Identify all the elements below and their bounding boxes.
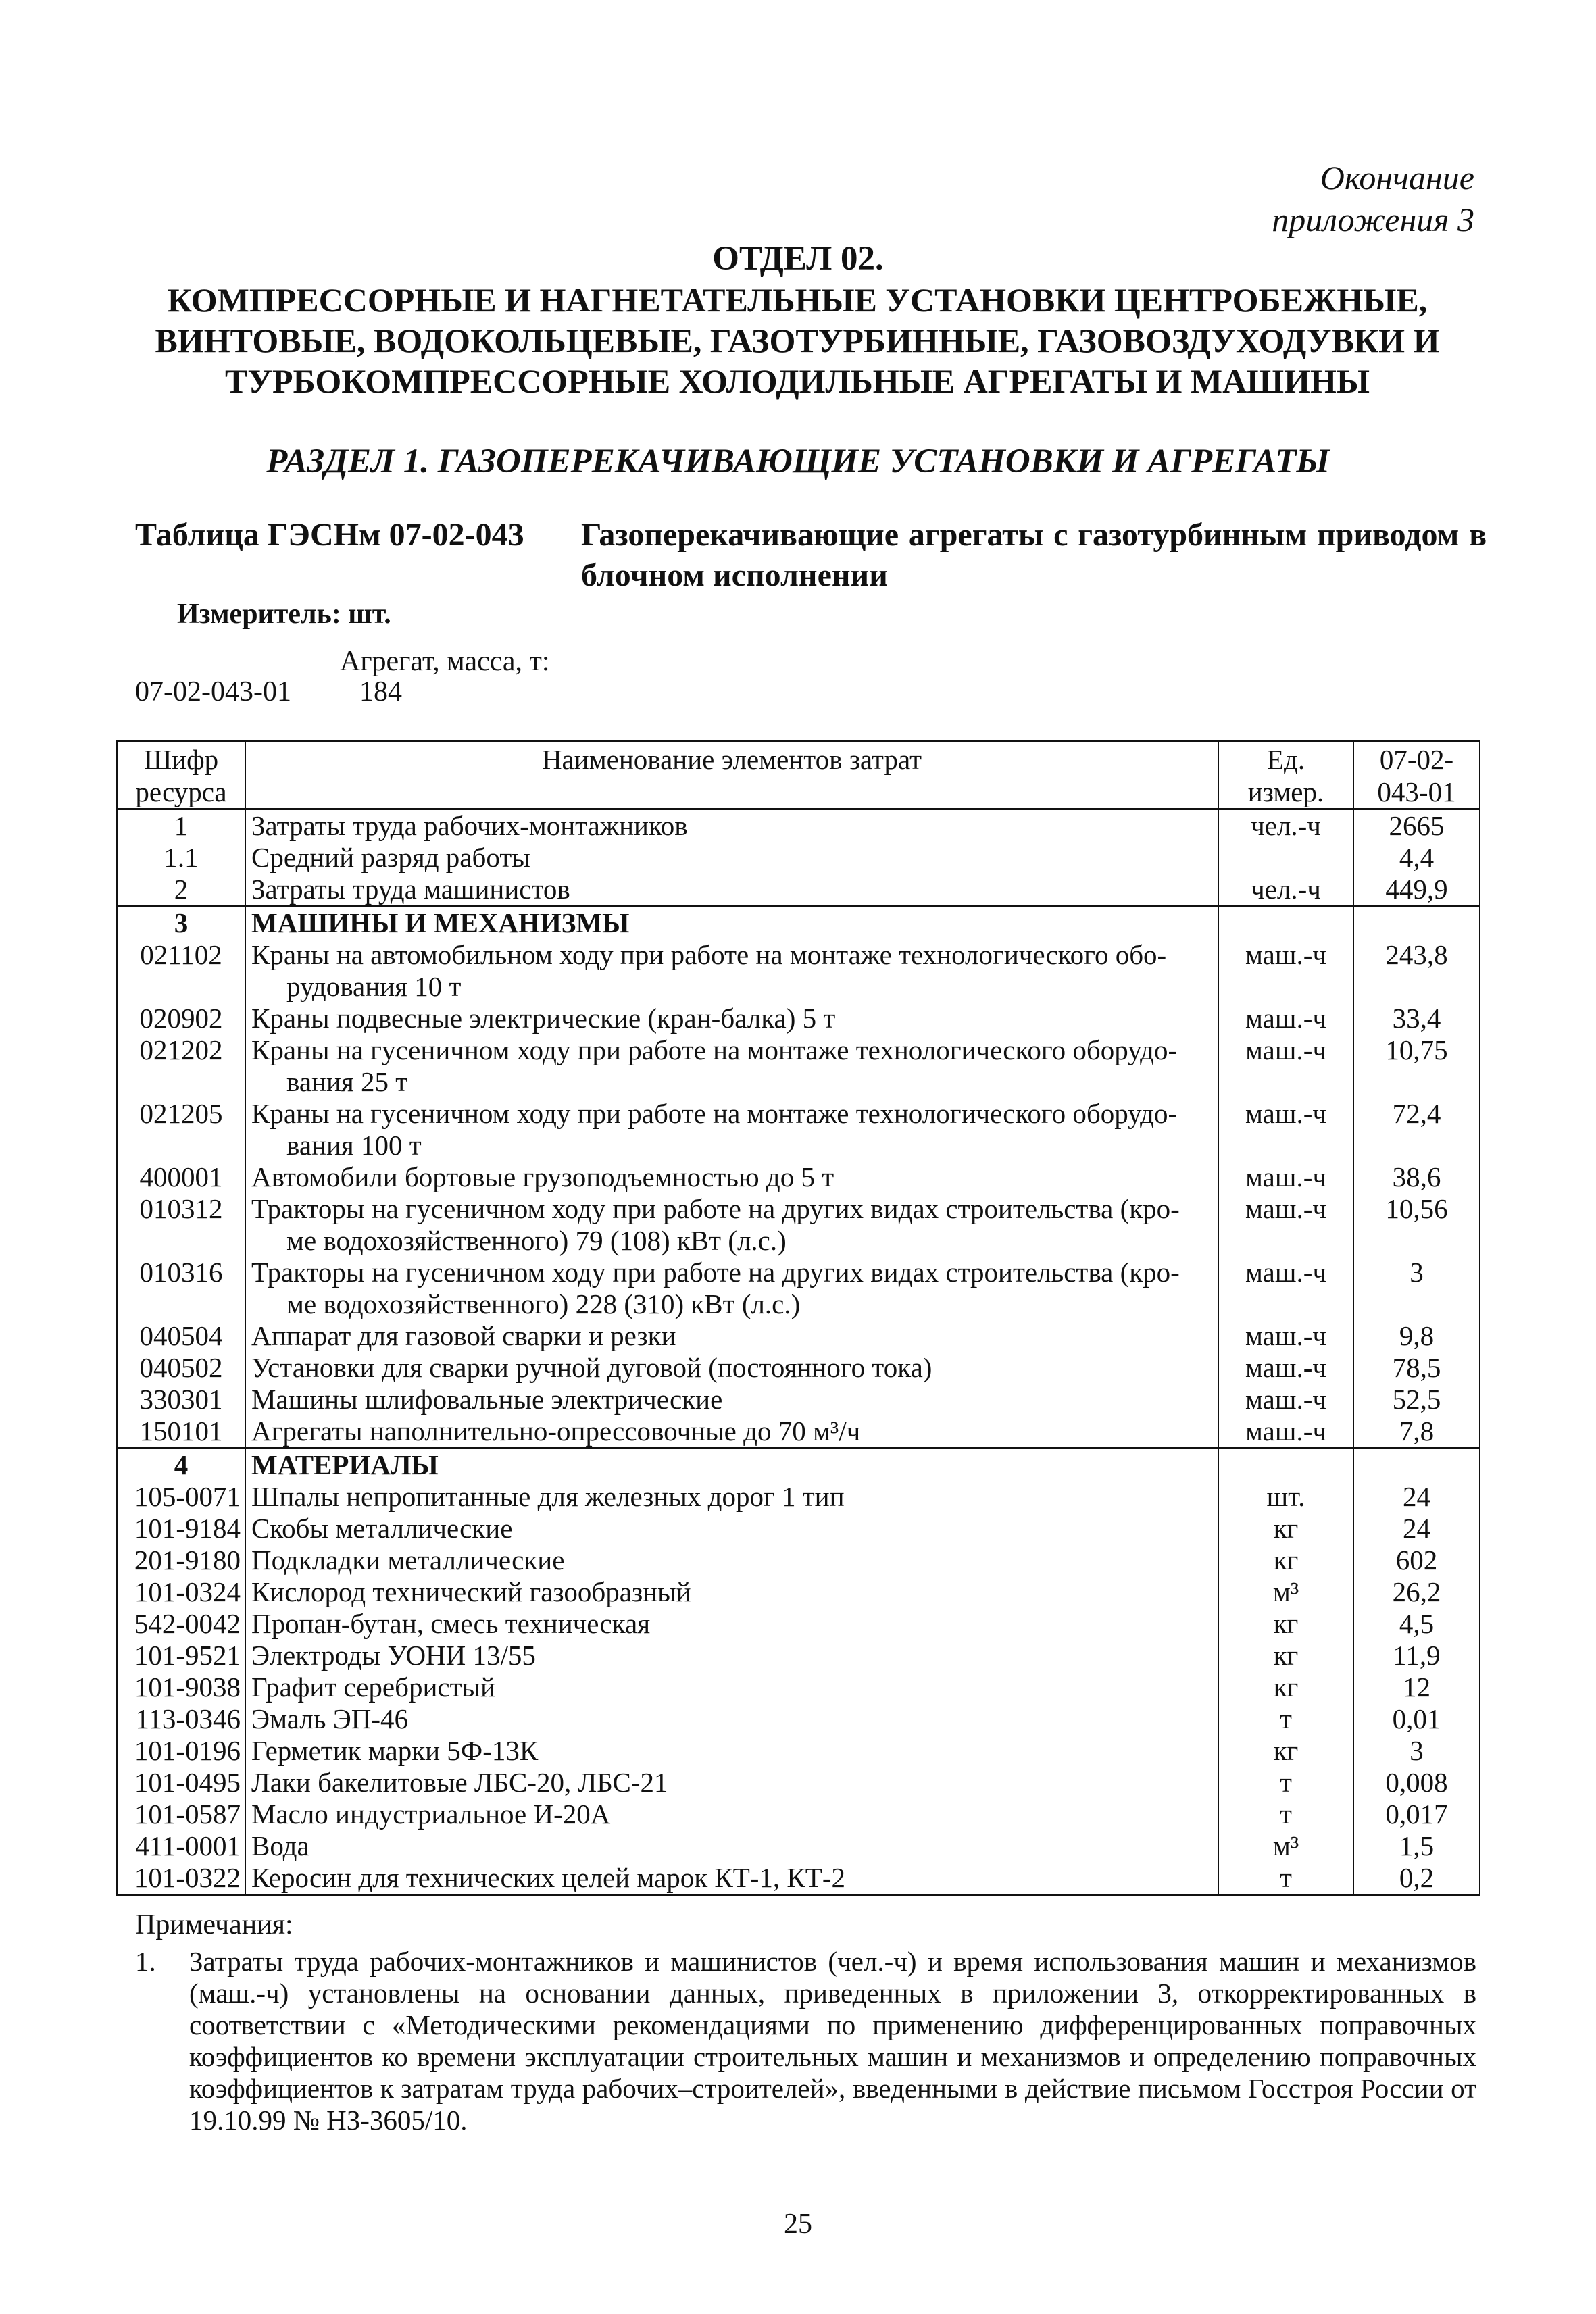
notes-heading: Примечания: bbox=[135, 1909, 293, 1940]
row-value: 9,8 bbox=[1353, 1320, 1480, 1352]
row-name-line: Средний разряд работы bbox=[251, 842, 530, 873]
header-value bbox=[1353, 741, 1480, 809]
position-code: 07-02-043-01 bbox=[135, 676, 291, 707]
row-unit: маш.-ч bbox=[1218, 1034, 1353, 1098]
row-name bbox=[245, 1384, 1218, 1415]
row-unit: маш.-ч bbox=[1218, 1098, 1353, 1161]
row-unit: маш.-ч bbox=[1218, 1320, 1353, 1352]
row-value: 449,9 bbox=[1353, 874, 1480, 907]
row-code: 113-0346 bbox=[117, 1703, 245, 1735]
row-name bbox=[245, 1481, 1218, 1513]
table-row bbox=[117, 1257, 1480, 1320]
row-unit: кг bbox=[1218, 1735, 1353, 1767]
table-row bbox=[117, 1415, 1480, 1449]
table-name: Газоперекачивающие агрегаты с газотурбинным приводом в блочном исполнении bbox=[581, 517, 1487, 593]
row-name-line: Машины шлифовальные электрические bbox=[251, 1384, 723, 1415]
row-code: 3 bbox=[117, 907, 245, 940]
aggregate-mass-label: Агрегат, масса, т: bbox=[340, 646, 550, 677]
table-row bbox=[117, 1513, 1480, 1544]
row-code: 542-0042 bbox=[117, 1608, 245, 1640]
row-unit bbox=[1218, 1449, 1353, 1482]
row-name bbox=[245, 907, 1218, 940]
row-unit: м³ bbox=[1218, 1576, 1353, 1608]
row-value: 24 bbox=[1353, 1513, 1480, 1544]
row-code: 2 bbox=[117, 874, 245, 907]
row-unit: маш.-ч bbox=[1218, 1352, 1353, 1384]
row-unit: кг bbox=[1218, 1640, 1353, 1671]
row-value: 602 bbox=[1353, 1544, 1480, 1576]
header-code-line-1: Шифр bbox=[143, 744, 219, 775]
row-value: 0,008 bbox=[1353, 1767, 1480, 1799]
row-name bbox=[245, 1608, 1218, 1640]
row-unit: шт. bbox=[1218, 1481, 1353, 1513]
row-code: 411-0001 bbox=[117, 1830, 245, 1862]
table-row bbox=[117, 939, 1480, 1003]
row-name bbox=[245, 1703, 1218, 1735]
table-row bbox=[117, 1830, 1480, 1862]
row-name bbox=[245, 1640, 1218, 1671]
row-code: 021205 bbox=[117, 1098, 245, 1161]
row-name-line: Краны на автомобильном ходу при работе на монтаже технологического обо- bbox=[251, 939, 1167, 970]
resource-table bbox=[116, 740, 1480, 1896]
row-name-line: Эмаль ЭП-46 bbox=[251, 1703, 409, 1734]
row-name-continuation: вания 25 т bbox=[286, 1066, 408, 1097]
row-value: 1,5 bbox=[1353, 1830, 1480, 1862]
row-code: 040504 bbox=[117, 1320, 245, 1352]
table-row bbox=[117, 1098, 1480, 1161]
table-row bbox=[117, 1767, 1480, 1799]
table-row bbox=[117, 1352, 1480, 1384]
row-code: 101-0322 bbox=[117, 1862, 245, 1895]
table-row bbox=[117, 1640, 1480, 1671]
row-code: 101-9184 bbox=[117, 1513, 245, 1544]
row-name bbox=[245, 842, 1218, 874]
appendix-continuation-note bbox=[1272, 157, 1474, 241]
row-value: 11,9 bbox=[1353, 1640, 1480, 1671]
row-name-line: Графит серебристый bbox=[251, 1671, 495, 1703]
table-row bbox=[117, 907, 1480, 940]
header-unit-line-1: Ед. bbox=[1266, 744, 1305, 775]
row-value: 0,017 bbox=[1353, 1799, 1480, 1830]
table-row bbox=[117, 1671, 1480, 1703]
row-name-line: МАШИНЫ И МЕХАНИЗМЫ bbox=[251, 907, 630, 938]
row-unit: кг bbox=[1218, 1608, 1353, 1640]
row-unit: кг bbox=[1218, 1671, 1353, 1703]
table-row bbox=[117, 1003, 1480, 1034]
header-value-line-1: 07-02- bbox=[1379, 744, 1454, 775]
row-code: 101-9038 bbox=[117, 1671, 245, 1703]
row-name bbox=[245, 1576, 1218, 1608]
row-value: 10,56 bbox=[1353, 1193, 1480, 1257]
row-name bbox=[245, 1671, 1218, 1703]
row-code: 201-9180 bbox=[117, 1544, 245, 1576]
division-number: ОТДЕЛ 02. bbox=[712, 240, 884, 278]
table-row bbox=[117, 842, 1480, 874]
row-name bbox=[245, 1862, 1218, 1895]
row-name-line: Подкладки металлические bbox=[251, 1544, 565, 1576]
row-name bbox=[245, 1352, 1218, 1384]
row-name bbox=[245, 939, 1218, 1003]
row-name-line: Автомобили бортовые грузоподъемностью до 5 т bbox=[251, 1161, 834, 1192]
header-unit-line-2: измер. bbox=[1247, 776, 1324, 807]
row-code: 105-0071 bbox=[117, 1481, 245, 1513]
corner-line-2: приложения 3 bbox=[1272, 201, 1474, 238]
table-row bbox=[117, 874, 1480, 907]
row-value: 33,4 bbox=[1353, 1003, 1480, 1034]
row-value: 12 bbox=[1353, 1671, 1480, 1703]
row-value: 7,8 bbox=[1353, 1415, 1480, 1449]
row-value: 78,5 bbox=[1353, 1352, 1480, 1384]
row-name bbox=[245, 1767, 1218, 1799]
row-unit: маш.-ч bbox=[1218, 1003, 1353, 1034]
header-unit bbox=[1218, 741, 1353, 809]
row-name-line: Лаки бакелитовые ЛБС-20, ЛБС-21 bbox=[251, 1767, 668, 1798]
division-title: КОМПРЕССОРНЫЕ И НАГНЕТАТЕЛЬНЫЕ УСТАНОВКИ ЦЕНТРОБЕЖНЫЕ, ВИНТОВЫЕ, ВОДОКОЛЬЦЕВЫЕ, ГАЗОТУРБИННЫЕ, ГАЗОВОЗДУХОДУВКИ И ТУРБОКОМПРЕССОРНЫЕ ХОЛОДИЛЬНЫЕ АГРЕГАТЫ И МАШИНЫ bbox=[155, 281, 1440, 400]
row-value: 3 bbox=[1353, 1257, 1480, 1320]
row-unit: маш.-ч bbox=[1218, 1415, 1353, 1449]
row-name-line: Аппарат для газовой сварки и резки bbox=[251, 1320, 676, 1351]
table-row bbox=[117, 1608, 1480, 1640]
row-unit: маш.-ч bbox=[1218, 1257, 1353, 1320]
row-name-continuation: вания 100 т bbox=[286, 1130, 422, 1161]
row-name bbox=[245, 1830, 1218, 1862]
row-code: 021102 bbox=[117, 939, 245, 1003]
row-name-line: Герметик марки 5Ф-13К bbox=[251, 1735, 539, 1766]
row-name bbox=[245, 1098, 1218, 1161]
note-text: Затраты труда рабочих-монтажников и машинистов (чел.-ч) и время использования машин и механизмов (маш.-ч) установлены на основании данных, приведенных в приложении 3, откорректированных в соответствии с «Методическими рекомендациями по применению дифференцированных поправочных коэффициентов ко времени эксплуатации строительных машин и механизмов и определению поправочных коэффициентов к затратам труда рабочих–строителей», введенными в действие письмом Госстроя России от 19.10.99 № НЗ-3605/10. bbox=[189, 1946, 1476, 2136]
row-name-line: Тракторы на гусеничном ходу при работе на других видах строительства (кро- bbox=[251, 1257, 1180, 1288]
row-unit: т bbox=[1218, 1799, 1353, 1830]
header-name bbox=[245, 741, 1218, 809]
row-code: 330301 bbox=[117, 1384, 245, 1415]
header-value-line-2: 043-01 bbox=[1377, 776, 1456, 807]
row-unit: м³ bbox=[1218, 1830, 1353, 1862]
row-value: 24 bbox=[1353, 1481, 1480, 1513]
table-row bbox=[117, 1161, 1480, 1193]
row-name bbox=[245, 874, 1218, 907]
row-unit: чел.-ч bbox=[1218, 809, 1353, 842]
row-unit: т bbox=[1218, 1862, 1353, 1895]
row-name-line: Краны на гусеничном ходу при работе на монтаже технологического оборудо- bbox=[251, 1098, 1178, 1129]
row-value: 4,5 bbox=[1353, 1608, 1480, 1640]
row-name-continuation: ме водохозяйственного) 228 (310) кВт (л.с.) bbox=[286, 1288, 801, 1319]
row-code: 400001 bbox=[117, 1161, 245, 1193]
table-row bbox=[117, 1384, 1480, 1415]
row-code: 4 bbox=[117, 1449, 245, 1482]
row-code: 101-9521 bbox=[117, 1640, 245, 1671]
row-value: 243,8 bbox=[1353, 939, 1480, 1003]
header-code bbox=[117, 741, 245, 809]
row-code: 020902 bbox=[117, 1003, 245, 1034]
corner-line-1: Окончание bbox=[1320, 159, 1474, 197]
row-name bbox=[245, 1193, 1218, 1257]
row-unit bbox=[1218, 842, 1353, 874]
row-code: 010316 bbox=[117, 1257, 245, 1320]
row-unit bbox=[1218, 907, 1353, 940]
row-unit: т bbox=[1218, 1767, 1353, 1799]
row-code: 1.1 bbox=[117, 842, 245, 874]
row-name bbox=[245, 1320, 1218, 1352]
table-row bbox=[117, 1576, 1480, 1608]
row-name-line: Электроды УОНИ 13/55 bbox=[251, 1640, 536, 1671]
row-value: 52,5 bbox=[1353, 1384, 1480, 1415]
row-name-line: Установки для сварки ручной дуговой (постоянного тока) bbox=[251, 1352, 932, 1383]
row-name bbox=[245, 1544, 1218, 1576]
row-name-continuation: ме водохозяйственного) 79 (108) кВт (л.с.) bbox=[286, 1225, 787, 1256]
table-row bbox=[117, 1544, 1480, 1576]
table-row bbox=[117, 809, 1480, 842]
row-value bbox=[1353, 1449, 1480, 1482]
table-row bbox=[117, 1862, 1480, 1895]
row-code: 040502 bbox=[117, 1352, 245, 1384]
row-name-line: Вода bbox=[251, 1830, 309, 1861]
section-title: РАЗДЕЛ 1. ГАЗОПЕРЕКАЧИВАЮЩИЕ УСТАНОВКИ И АГРЕГАТЫ bbox=[266, 443, 1330, 480]
header-code-line-2: ресурса bbox=[135, 776, 227, 807]
row-name bbox=[245, 1034, 1218, 1098]
table-row bbox=[117, 1799, 1480, 1830]
row-unit: кг bbox=[1218, 1544, 1353, 1576]
table-row bbox=[117, 1320, 1480, 1352]
row-name-line: Скобы металлические bbox=[251, 1513, 513, 1544]
row-name bbox=[245, 1257, 1218, 1320]
row-name-line: Шпалы непропитанные для железных дорог 1 тип bbox=[251, 1481, 845, 1512]
row-name-line: Затраты труда машинистов bbox=[251, 874, 570, 905]
row-value: 0,2 bbox=[1353, 1862, 1480, 1895]
row-value: 26,2 bbox=[1353, 1576, 1480, 1608]
row-code: 101-0324 bbox=[117, 1576, 245, 1608]
measure-unit: Измеритель: шт. bbox=[177, 599, 391, 630]
row-name-line: Пропан-бутан, смесь техническая bbox=[251, 1608, 651, 1639]
note-number: 1. bbox=[135, 1946, 156, 1977]
row-value: 0,01 bbox=[1353, 1703, 1480, 1735]
row-unit: маш.-ч bbox=[1218, 1384, 1353, 1415]
table-row bbox=[117, 1703, 1480, 1735]
row-code: 101-0196 bbox=[117, 1735, 245, 1767]
row-name bbox=[245, 1735, 1218, 1767]
row-name bbox=[245, 1003, 1218, 1034]
table-code: Таблица ГЭСНм 07-02-043 bbox=[135, 517, 524, 553]
row-value: 10,75 bbox=[1353, 1034, 1480, 1098]
row-unit: чел.-ч bbox=[1218, 874, 1353, 907]
header-name-text: Наименование элементов затрат bbox=[541, 744, 922, 775]
row-value: 38,6 bbox=[1353, 1161, 1480, 1193]
row-code: 150101 bbox=[117, 1415, 245, 1449]
page-number: 25 bbox=[784, 2209, 812, 2240]
table-row bbox=[117, 1193, 1480, 1257]
row-value: 72,4 bbox=[1353, 1098, 1480, 1161]
row-code: 021202 bbox=[117, 1034, 245, 1098]
table-body bbox=[117, 809, 1480, 1895]
table-row bbox=[117, 1449, 1480, 1482]
table-header-row bbox=[117, 741, 1480, 809]
row-name-line: МАТЕРИАЛЫ bbox=[251, 1449, 439, 1480]
row-code: 010312 bbox=[117, 1193, 245, 1257]
row-name bbox=[245, 809, 1218, 842]
table-row bbox=[117, 1735, 1480, 1767]
row-unit: маш.-ч bbox=[1218, 1193, 1353, 1257]
row-name bbox=[245, 1799, 1218, 1830]
row-value bbox=[1353, 907, 1480, 940]
table-row bbox=[117, 1034, 1480, 1098]
row-code: 1 bbox=[117, 809, 245, 842]
row-value: 4,4 bbox=[1353, 842, 1480, 874]
row-name-line: Кислород технический газообразный bbox=[251, 1576, 691, 1607]
row-name bbox=[245, 1449, 1218, 1482]
row-name bbox=[245, 1513, 1218, 1544]
row-name-line: Масло индустриальное И-20А bbox=[251, 1799, 611, 1830]
row-unit: маш.-ч bbox=[1218, 939, 1353, 1003]
row-code: 101-0587 bbox=[117, 1799, 245, 1830]
row-unit: маш.-ч bbox=[1218, 1161, 1353, 1193]
row-unit: т bbox=[1218, 1703, 1353, 1735]
row-value: 2665 bbox=[1353, 809, 1480, 842]
row-name-line: Тракторы на гусеничном ходу при работе на других видах строительства (кро- bbox=[251, 1193, 1180, 1224]
row-name bbox=[245, 1161, 1218, 1193]
row-name bbox=[245, 1415, 1218, 1449]
aggregate-mass-value: 184 bbox=[359, 676, 402, 707]
row-value: 3 bbox=[1353, 1735, 1480, 1767]
row-name-line: Краны подвесные электрические (кран-балка) 5 т bbox=[251, 1003, 836, 1034]
table-row bbox=[117, 1481, 1480, 1513]
row-code: 101-0495 bbox=[117, 1767, 245, 1799]
row-name-continuation: рудования 10 т bbox=[286, 971, 462, 1002]
row-name-line: Затраты труда рабочих-монтажников bbox=[251, 810, 688, 841]
row-unit: кг bbox=[1218, 1513, 1353, 1544]
row-name-line: Керосин для технических целей марок КТ-1, КТ-2 bbox=[251, 1862, 845, 1893]
row-name-line: Агрегаты наполнительно-опрессовочные до 70 м³/ч bbox=[251, 1415, 861, 1447]
row-name-line: Краны на гусеничном ходу при работе на монтаже технологического оборудо- bbox=[251, 1034, 1178, 1065]
